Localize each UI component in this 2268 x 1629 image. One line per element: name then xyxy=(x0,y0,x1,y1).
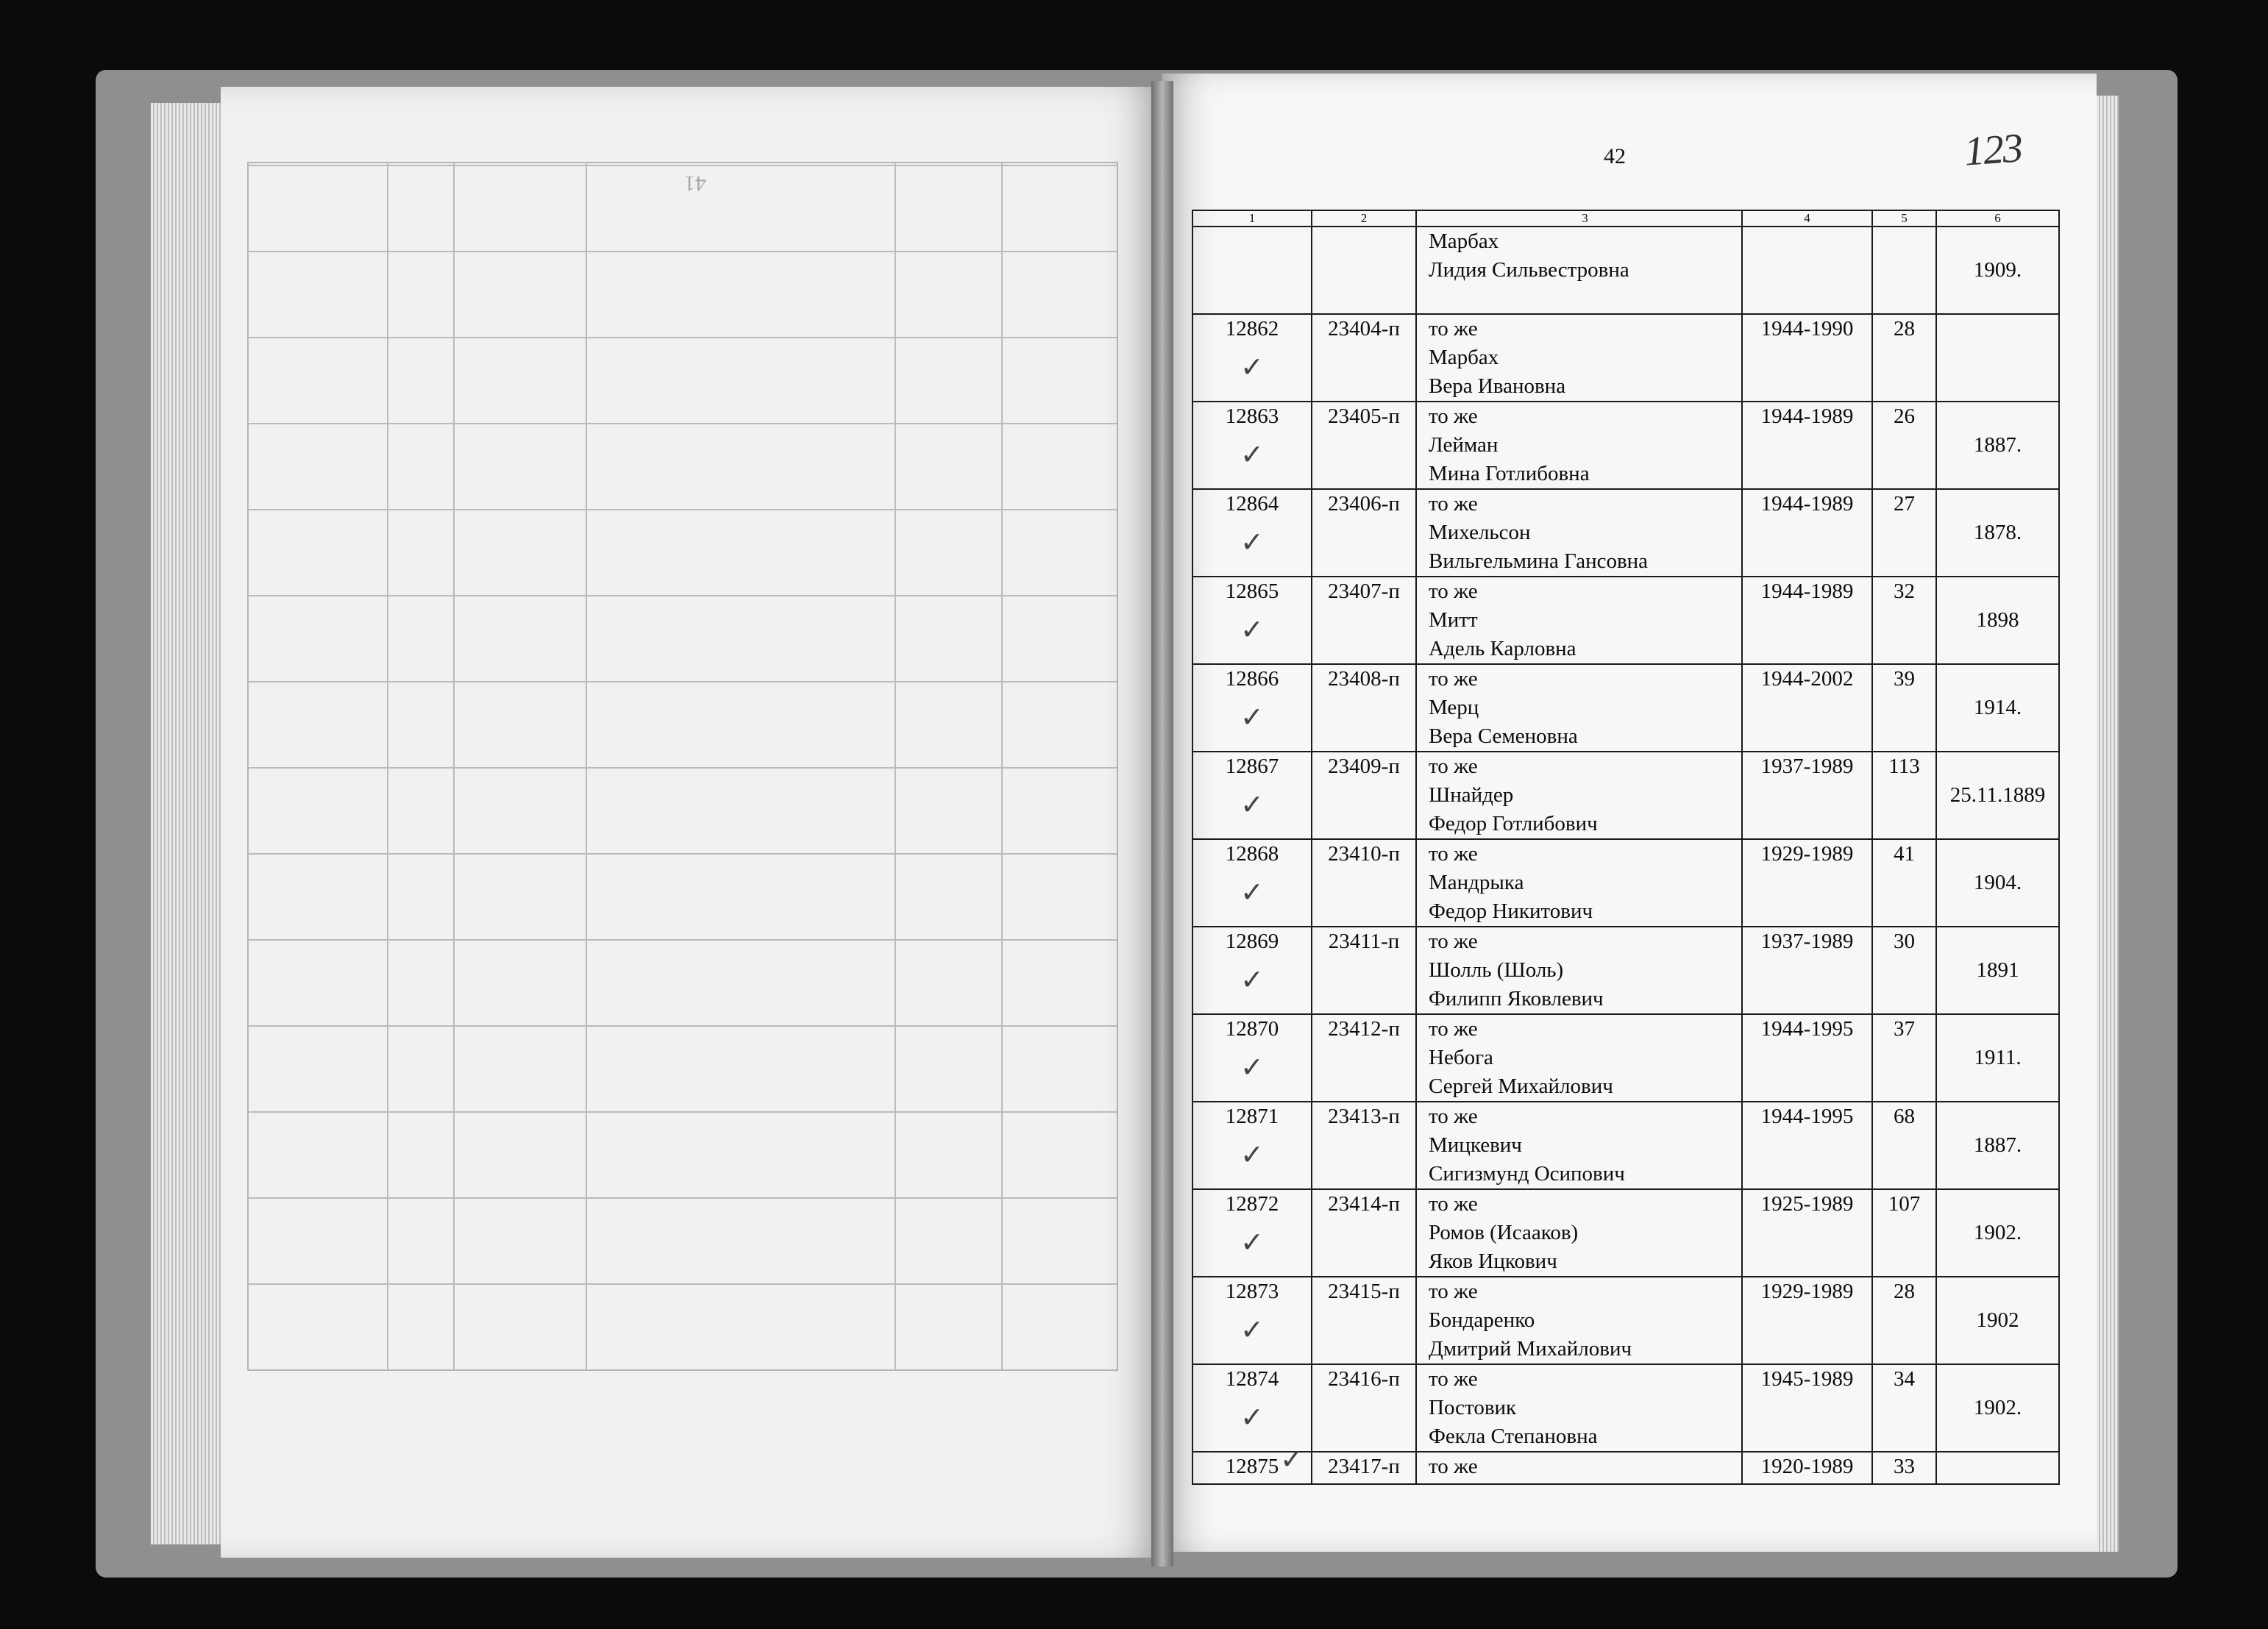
name-line-2: Марбах xyxy=(1429,346,1499,369)
page-number: 42 xyxy=(1604,144,1626,168)
name-line-3: Адель Карловна xyxy=(1429,637,1576,660)
table-row xyxy=(1192,1102,2059,1189)
table-row xyxy=(1192,1189,2059,1277)
case-number: 23411-п xyxy=(1312,927,1416,1014)
birth-date: 1902 xyxy=(1936,1277,2059,1364)
table-row xyxy=(1192,227,2059,314)
case-number: 23417-п xyxy=(1312,1452,1416,1484)
name-cell xyxy=(1416,839,1742,927)
sheet-count: 27 xyxy=(1872,489,1936,577)
checkmark-icon: ✓ xyxy=(1240,526,1264,558)
table-row xyxy=(1192,1277,2059,1364)
year-range: 1945-1989 xyxy=(1742,1364,1872,1452)
name-line-2: Небога xyxy=(1429,1046,1493,1069)
name-line-2: Бондаренко xyxy=(1429,1308,1535,1332)
page-edges-left xyxy=(151,103,232,1544)
record-number-cell xyxy=(1192,1364,1312,1452)
name-line-2: Лейман xyxy=(1429,433,1499,457)
record-number-cell xyxy=(1192,839,1312,927)
name-line-3: Дмитрий Михайлович xyxy=(1429,1337,1632,1361)
birth-date: 1909. xyxy=(1936,227,2059,314)
name-cell xyxy=(1416,1102,1742,1189)
name-line-2: Постовик xyxy=(1429,1396,1517,1419)
register-table xyxy=(1192,210,2060,1485)
name-line-2: Шнайдер xyxy=(1429,783,1514,807)
header-col-6: 6 xyxy=(1936,210,2059,227)
name-cell xyxy=(1416,1014,1742,1102)
name-line-1: то же xyxy=(1429,1455,1478,1478)
sheet-count: 37 xyxy=(1872,1014,1936,1102)
name-line-1: то же xyxy=(1429,580,1478,603)
name-line-3: Мина Готлибовна xyxy=(1429,462,1590,485)
year-range: 1929-1989 xyxy=(1742,1277,1872,1364)
record-number: 12874 xyxy=(1225,1367,1279,1391)
case-number: 23409-п xyxy=(1312,752,1416,839)
year-range: 1944-1989 xyxy=(1742,489,1872,577)
sheet-count: 34 xyxy=(1872,1364,1936,1452)
record-number-cell xyxy=(1192,927,1312,1014)
name-cell xyxy=(1416,752,1742,839)
name-line-1: Марбах xyxy=(1429,229,1499,253)
name-line-2: Мицкевич xyxy=(1429,1133,1522,1157)
birth-date: 1878. xyxy=(1936,489,2059,577)
birth-date xyxy=(1936,1452,2059,1484)
name-line-2: Митт xyxy=(1429,608,1478,632)
name-line-1: то же xyxy=(1429,1017,1478,1041)
year-range: 1929-1989 xyxy=(1742,839,1872,927)
sheet-count: 39 xyxy=(1872,664,1936,752)
checkmark-icon: ✓ xyxy=(1240,1401,1264,1433)
record-number-cell xyxy=(1192,1014,1312,1102)
name-line-2: Ромов (Исааков) xyxy=(1429,1221,1579,1244)
book-spine xyxy=(1151,81,1173,1566)
table-row xyxy=(1192,752,2059,839)
table-row xyxy=(1192,839,2059,927)
record-number: 12875 xyxy=(1225,1455,1279,1478)
birth-date: 1891 xyxy=(1936,927,2059,1014)
sheet-count: 41 xyxy=(1872,839,1936,927)
sheet-count: 28 xyxy=(1872,1277,1936,1364)
case-number: 23410-п xyxy=(1312,839,1416,927)
name-line-1: то же xyxy=(1429,317,1478,341)
record-number-cell xyxy=(1192,1443,1312,1484)
name-line-3: Сергей Михайлович xyxy=(1429,1074,1613,1098)
record-number: 12865 xyxy=(1225,580,1279,603)
record-number-cell xyxy=(1192,227,1312,314)
case-number: 23413-п xyxy=(1312,1102,1416,1189)
checkmark-icon: ✓ xyxy=(1240,438,1264,471)
name-line-1: то же xyxy=(1429,667,1478,691)
record-number: 12862 xyxy=(1225,317,1279,341)
record-number: 12870 xyxy=(1225,1017,1279,1041)
sheet-count xyxy=(1872,227,1936,314)
birth-date: 1904. xyxy=(1936,839,2059,927)
header-col-3: 3 xyxy=(1416,210,1742,227)
left-page-number: 41 xyxy=(684,171,706,196)
year-range: 1937-1989 xyxy=(1742,752,1872,839)
birth-date: 1911. xyxy=(1936,1014,2059,1102)
name-cell xyxy=(1416,1452,1742,1484)
record-number-cell xyxy=(1192,1277,1312,1364)
name-line-1: то же xyxy=(1429,755,1478,778)
record-number-cell xyxy=(1192,577,1312,664)
name-line-1: то же xyxy=(1429,492,1478,516)
name-line-2: Мандрыка xyxy=(1429,871,1524,894)
sheet-count: 113 xyxy=(1872,752,1936,839)
year-range: 1944-2002 xyxy=(1742,664,1872,752)
record-number-cell xyxy=(1192,752,1312,839)
year-range: 1944-1990 xyxy=(1742,314,1872,402)
checkmark-icon: ✓ xyxy=(1240,1138,1264,1171)
sheet-count: 28 xyxy=(1872,314,1936,402)
birth-date: 25.11.1889 xyxy=(1936,752,2059,839)
checkmark-icon: ✓ xyxy=(1240,876,1264,908)
birth-date: 1887. xyxy=(1936,1102,2059,1189)
name-cell xyxy=(1416,314,1742,402)
name-cell xyxy=(1416,1189,1742,1277)
birth-date: 1887. xyxy=(1936,402,2059,489)
name-line-3: Федор Никитович xyxy=(1429,899,1593,923)
record-number: 12867 xyxy=(1225,755,1279,778)
checkmark-icon: ✓ xyxy=(1240,1226,1264,1258)
register-body xyxy=(1192,227,2059,1484)
record-number-cell xyxy=(1192,314,1312,402)
record-number: 12871 xyxy=(1225,1105,1279,1128)
sheet-count: 33 xyxy=(1872,1452,1936,1484)
case-number: 23414-п xyxy=(1312,1189,1416,1277)
name-cell xyxy=(1416,489,1742,577)
year-range: 1944-1995 xyxy=(1742,1014,1872,1102)
record-number: 12864 xyxy=(1225,492,1279,516)
birth-date: 1902. xyxy=(1936,1189,2059,1277)
table-row xyxy=(1192,577,2059,664)
name-line-1: то же xyxy=(1429,1192,1478,1216)
name-cell xyxy=(1416,927,1742,1014)
table-row xyxy=(1192,1014,2059,1102)
header-row xyxy=(1192,210,2059,227)
name-line-2: Мерц xyxy=(1429,696,1479,719)
name-line-1: то же xyxy=(1429,404,1478,428)
table-row xyxy=(1192,927,2059,1014)
table-row xyxy=(1192,1364,2059,1452)
year-range xyxy=(1742,227,1872,314)
record-number-cell xyxy=(1192,1102,1312,1189)
birth-date: 1914. xyxy=(1936,664,2059,752)
case-number: 23406-п xyxy=(1312,489,1416,577)
checkmark-icon: ✓ xyxy=(1240,963,1264,996)
name-cell xyxy=(1416,664,1742,752)
sheet-count: 107 xyxy=(1872,1189,1936,1277)
sheet-count: 68 xyxy=(1872,1102,1936,1189)
name-cell xyxy=(1416,1364,1742,1452)
name-line-1: то же xyxy=(1429,1367,1478,1391)
handwritten-archive-number: 123 xyxy=(1962,125,2024,175)
name-line-1: то же xyxy=(1429,842,1478,866)
case-number xyxy=(1312,227,1416,314)
sheet-count: 32 xyxy=(1872,577,1936,664)
name-line-3: Фекла Степановна xyxy=(1429,1425,1598,1448)
name-line-3: Вера Семеновна xyxy=(1429,724,1578,748)
year-range: 1944-1989 xyxy=(1742,402,1872,489)
name-line-1: то же xyxy=(1429,1280,1478,1303)
name-line-1: то же xyxy=(1429,1105,1478,1128)
case-number: 23412-п xyxy=(1312,1014,1416,1102)
name-line-3: Сигизмунд Осипович xyxy=(1429,1162,1625,1186)
case-number: 23405-п xyxy=(1312,402,1416,489)
name-line-1: то же xyxy=(1429,930,1478,953)
case-number: 23404-п xyxy=(1312,314,1416,402)
checkmark-icon: ✓ xyxy=(1240,613,1264,646)
table-row xyxy=(1192,1452,2059,1484)
header-col-4: 4 xyxy=(1742,210,1872,227)
record-number: 12866 xyxy=(1225,667,1279,691)
name-line-2: Михельсон xyxy=(1429,521,1531,544)
checkmark-icon: ✓ xyxy=(1240,701,1264,733)
table-row xyxy=(1192,664,2059,752)
year-range: 1944-1989 xyxy=(1742,577,1872,664)
year-range: 1925-1989 xyxy=(1742,1189,1872,1277)
header-col-5: 5 xyxy=(1872,210,1936,227)
name-line-3: Вильгельмина Гансовна xyxy=(1429,549,1649,573)
name-line-3: Федор Готлибович xyxy=(1429,812,1598,835)
name-cell xyxy=(1416,402,1742,489)
checkmark-icon: ✓ xyxy=(1280,1443,1304,1475)
sheet-count: 30 xyxy=(1872,927,1936,1014)
year-range: 1944-1995 xyxy=(1742,1102,1872,1189)
header-col-2: 2 xyxy=(1312,210,1416,227)
case-number: 23416-п xyxy=(1312,1364,1416,1452)
year-range: 1937-1989 xyxy=(1742,927,1872,1014)
sheet-count: 26 xyxy=(1872,402,1936,489)
checkmark-icon: ✓ xyxy=(1240,788,1264,821)
table-row xyxy=(1192,402,2059,489)
record-number: 12863 xyxy=(1225,404,1279,428)
record-number-cell xyxy=(1192,402,1312,489)
name-line-3: Вера Ивановна xyxy=(1429,374,1566,398)
header-col-1: 1 xyxy=(1192,210,1312,227)
record-number: 12872 xyxy=(1225,1192,1279,1216)
table-row xyxy=(1192,314,2059,402)
name-cell xyxy=(1416,577,1742,664)
birth-date xyxy=(1936,314,2059,402)
record-number-cell xyxy=(1192,489,1312,577)
case-number: 23407-п xyxy=(1312,577,1416,664)
name-cell xyxy=(1416,227,1742,314)
birth-date: 1902. xyxy=(1936,1364,2059,1452)
name-line-2: Шолль (Шоль) xyxy=(1429,958,1564,982)
table-row xyxy=(1192,489,2059,577)
left-page-bleed-through xyxy=(250,144,1118,1439)
bleed-table-grid xyxy=(247,162,1118,1371)
checkmark-icon: ✓ xyxy=(1240,1051,1264,1083)
birth-date: 1898 xyxy=(1936,577,2059,664)
record-number: 12869 xyxy=(1225,930,1279,953)
name-cell xyxy=(1416,1277,1742,1364)
checkmark-icon: ✓ xyxy=(1240,1313,1264,1346)
case-number: 23415-п xyxy=(1312,1277,1416,1364)
record-number: 12868 xyxy=(1225,842,1279,866)
name-line-3: Яков Ицкович xyxy=(1429,1250,1557,1273)
record-number-cell xyxy=(1192,664,1312,752)
year-range: 1920-1989 xyxy=(1742,1452,1872,1484)
name-line-2: Лидия Сильвестровна xyxy=(1429,258,1629,282)
case-number: 23408-п xyxy=(1312,664,1416,752)
name-line-3: Филипп Яковлевич xyxy=(1429,987,1604,1010)
record-number: 12873 xyxy=(1225,1280,1279,1303)
checkmark-icon: ✓ xyxy=(1240,351,1264,383)
record-number-cell xyxy=(1192,1189,1312,1277)
